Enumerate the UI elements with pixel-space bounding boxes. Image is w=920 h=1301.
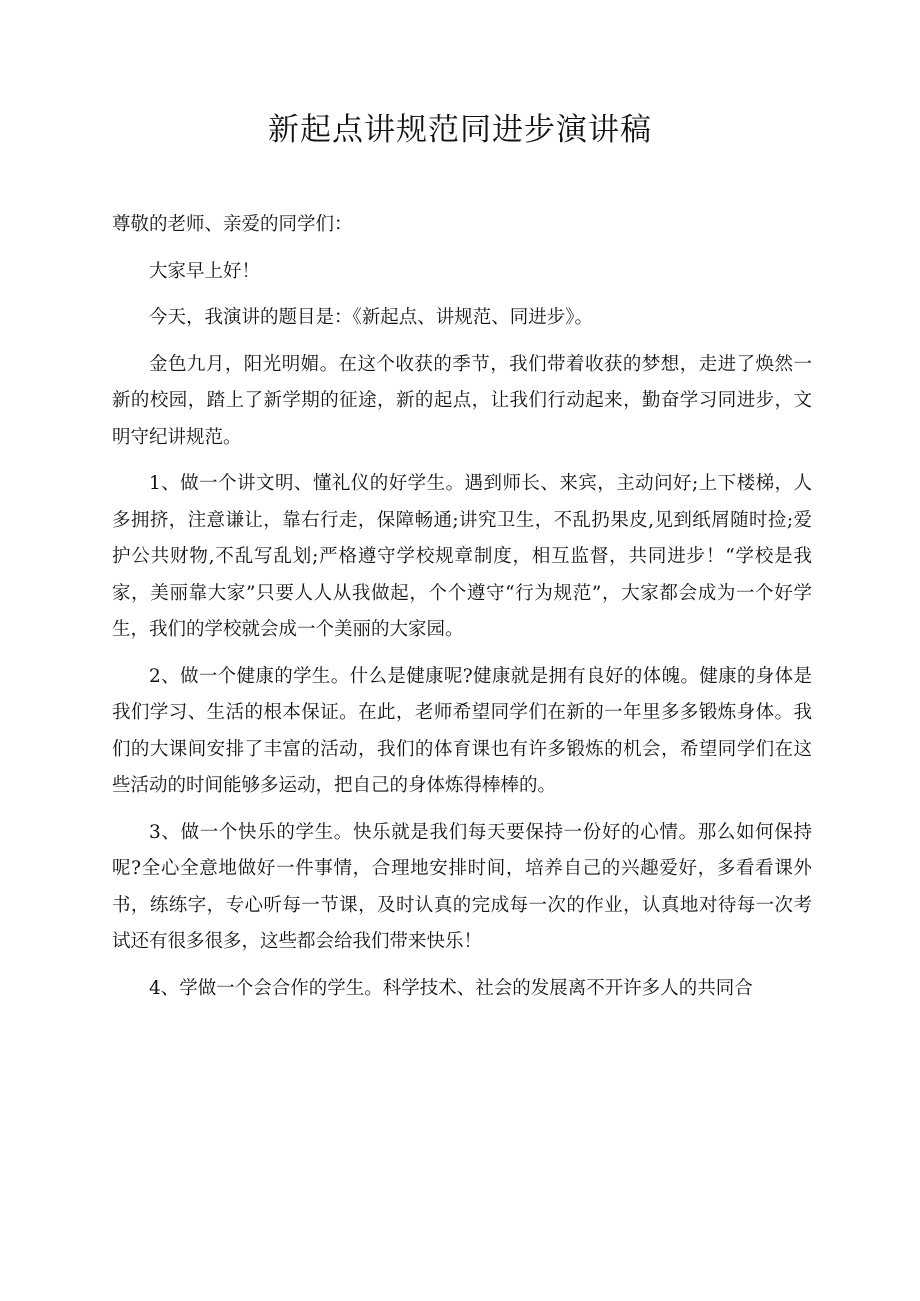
paragraph-greeting: 大家早上好！ (149, 260, 261, 282)
paragraph-point-4: 4、学做一个会合作的学生。科学技术、社会的发展离不开许多人的共同合 (149, 977, 753, 999)
paragraph-point-3: 3、做一个快乐的学生。快乐就是我们每天要保持一份好的心情。那么如何保持呢?全心全意地做好一件事情，合理地安排时间，培养自己的兴趣爱好，多看看课外书，练练字，专心听每一节课，及时认真的完成每一次的作业，认真地对待每一次考试还有很多很多，这些都会给我们带来快乐！ (112, 821, 812, 952)
document-title: 新起点讲规范同进步演讲稿 (268, 112, 652, 148)
paragraph-intro: 金色九月，阳光明媚。在这个收获的季节，我们带着收获的梦想，走进了焕然一新的校园，踏上了新学期的征途，新的起点，让我们行动起来，勤奋学习同进步，文明守纪讲规范。 (112, 353, 812, 448)
paragraph-topic: 今天，我演讲的题目是：《新起点、讲规范、同进步》。 (149, 307, 594, 328)
paragraph-point-2: 2、做一个健康的学生。什么是健康呢?健康就是拥有良好的体魄。健康的身体是我们学习、生活的根本保证。在此，老师希望同学们在新的一年里多多锻炼身体。我们的大课间安排了丰富的活动，我们的体育课也有许多锻炼的机会，希望同学们在这些活动的时间能够多运动，把自己的身体炼得棒棒的。 (112, 665, 812, 796)
salutation: 尊敬的老师、亲爱的同学们： (112, 214, 353, 235)
document-body (112, 207, 812, 1017)
paragraph-point-1: 1、做一个讲文明、懂礼仪的好学生。遇到师长、来宾，主动问好;上下楼梯，人多拥挤，注意谦让，靠右行走，保障畅通;讲究卫生，不乱扔果皮,见到纸屑随时捡;爱护公共财物,不乱写乱划;严格遵守学校规章制度，相互监督，共同进步！“学校是我家，美丽靠大家”只要人人从我做起，个个遵守“行为规范”，大家都会成为一个好学生，我们的学校就会成一个美丽的大家园。 (112, 473, 812, 640)
